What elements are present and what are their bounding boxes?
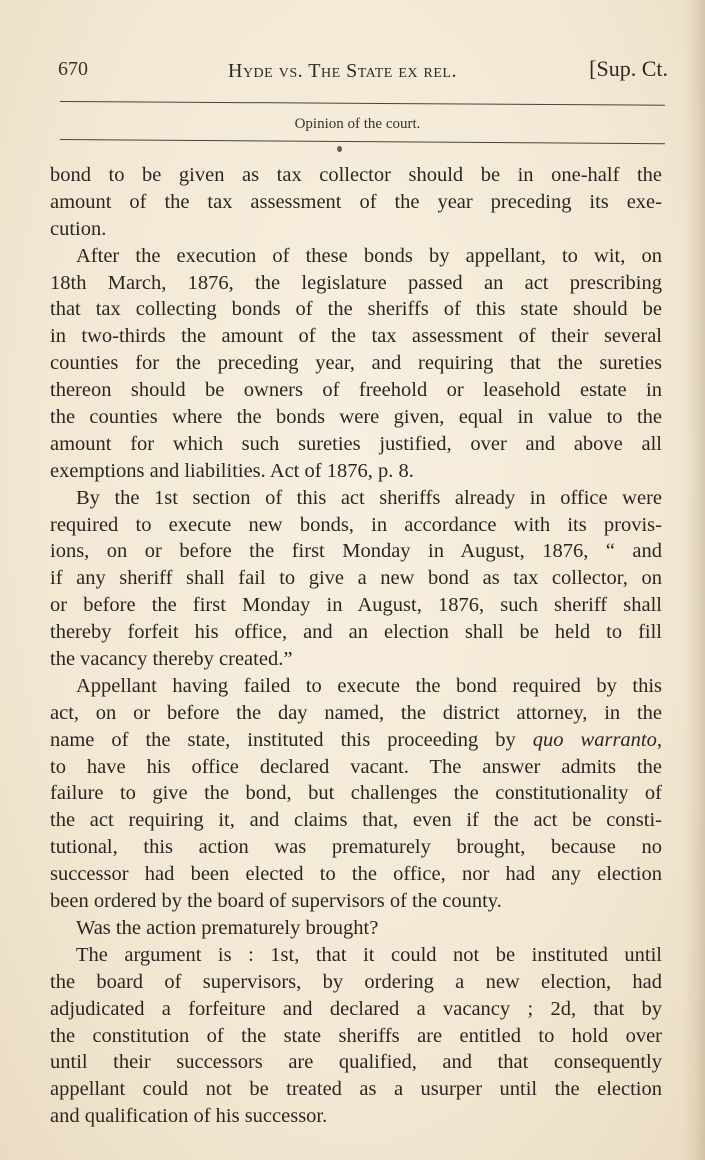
ink-spot (337, 146, 342, 152)
paragraph (50, 485, 662, 673)
text-line: amount of the tax assessment of the year preceding its exe- (50, 190, 662, 213)
text-line (50, 727, 662, 754)
text-line: tutional, this action was prematurely brought, because no (50, 836, 662, 859)
text-line: been ordered by the board of supervisors of the county. (50, 890, 502, 913)
text-line: until their successors are qualified, and that consequently (50, 1051, 662, 1074)
text-line: failure to give the bond, but challenges the constitutionality of (50, 782, 662, 805)
page-number: 670 (58, 58, 88, 80)
text-line: and qualification of his successor. (50, 1105, 328, 1128)
text-line: counties for the preceding year, and requiring that the sureties (50, 352, 662, 375)
opinion-body (50, 162, 662, 1130)
paragraph (50, 162, 662, 243)
text-line: exemptions and liabilities. Act of 1876, p. 8. (50, 459, 414, 482)
case-title: Hyde vs. The State ex rel. (228, 60, 457, 82)
text-line: appellant could not be treated as a usurper until the election (50, 1078, 662, 1101)
text-line: the constitution of the state sheriffs are entitled to hold over (50, 1024, 662, 1047)
text-line: in two-thirds the amount of the tax assessment of their several (50, 325, 662, 348)
text-line: After the execution of these bonds by appellant, to wit, on (76, 244, 662, 267)
text-line: the counties where the bonds were given, equal in value to the (50, 406, 662, 429)
text-line: 18th March, 1876, the legislature passed an act prescribing (50, 271, 662, 294)
page-edge-shading (683, 0, 705, 1160)
text-line: required to execute new bonds, in accordance with its provis- (50, 513, 662, 536)
text-line: thereby forfeit his office, and an election shall be held to fill (50, 621, 662, 644)
text-line: to have his office declared vacant. The answer admits the (50, 755, 662, 778)
paragraph (50, 243, 662, 485)
text-line: the vacancy thereby created.” (50, 648, 293, 671)
paragraph (50, 915, 662, 942)
text-run: , (656, 728, 663, 751)
header-rule-bottom (60, 139, 665, 144)
section-heading: Opinion of the court. (294, 116, 421, 132)
text-line: successor had been elected to the office, nor had any election (50, 863, 662, 886)
text-line: ions, on or before the first Monday in August, 1876, “ and (50, 540, 662, 563)
text-line: By the 1st section of this act sheriffs already in office were (76, 486, 662, 509)
header-rule-top (60, 101, 665, 106)
court-reference: [Sup. Ct. (589, 56, 668, 81)
italic-term: quo warranto (532, 728, 657, 751)
text-line: the act requiring it, and claims that, even if the act be consti- (50, 809, 662, 832)
paragraph (50, 942, 662, 1130)
text-line: bond to be given as tax collector should be in one-half the (50, 164, 662, 186)
text-line: or before the first Monday in August, 1876, such sheriff shall (50, 594, 662, 617)
text-line: the board of supervisors, by ordering a new election, had (50, 970, 662, 993)
text-line: act, on or before the day named, the district attorney, in the (50, 701, 662, 724)
text-line: cution. (50, 217, 107, 240)
text-line: Appellant having failed to execute the bond required by this (76, 674, 662, 697)
text-line: that tax collecting bonds of the sheriffs of this state should be (50, 298, 662, 321)
running-head (48, 54, 668, 88)
text-line: thereon should be owners of freehold or leasehold estate in (50, 379, 662, 402)
text-line: amount for which such sureties justified, over and above all (50, 432, 662, 455)
text-line: adjudicated a forfeiture and declared a vacancy ; 2d, that by (50, 997, 662, 1020)
text-line: Was the action prematurely brought? (76, 916, 379, 939)
paragraph (50, 673, 662, 915)
text-line: The argument is : 1st, that it could not be instituted until (76, 943, 662, 966)
text-line: if any sheriff shall fail to give a new bond as tax collector, on (50, 567, 662, 590)
text-run: name of the state, instituted this proceeding by (50, 728, 533, 751)
